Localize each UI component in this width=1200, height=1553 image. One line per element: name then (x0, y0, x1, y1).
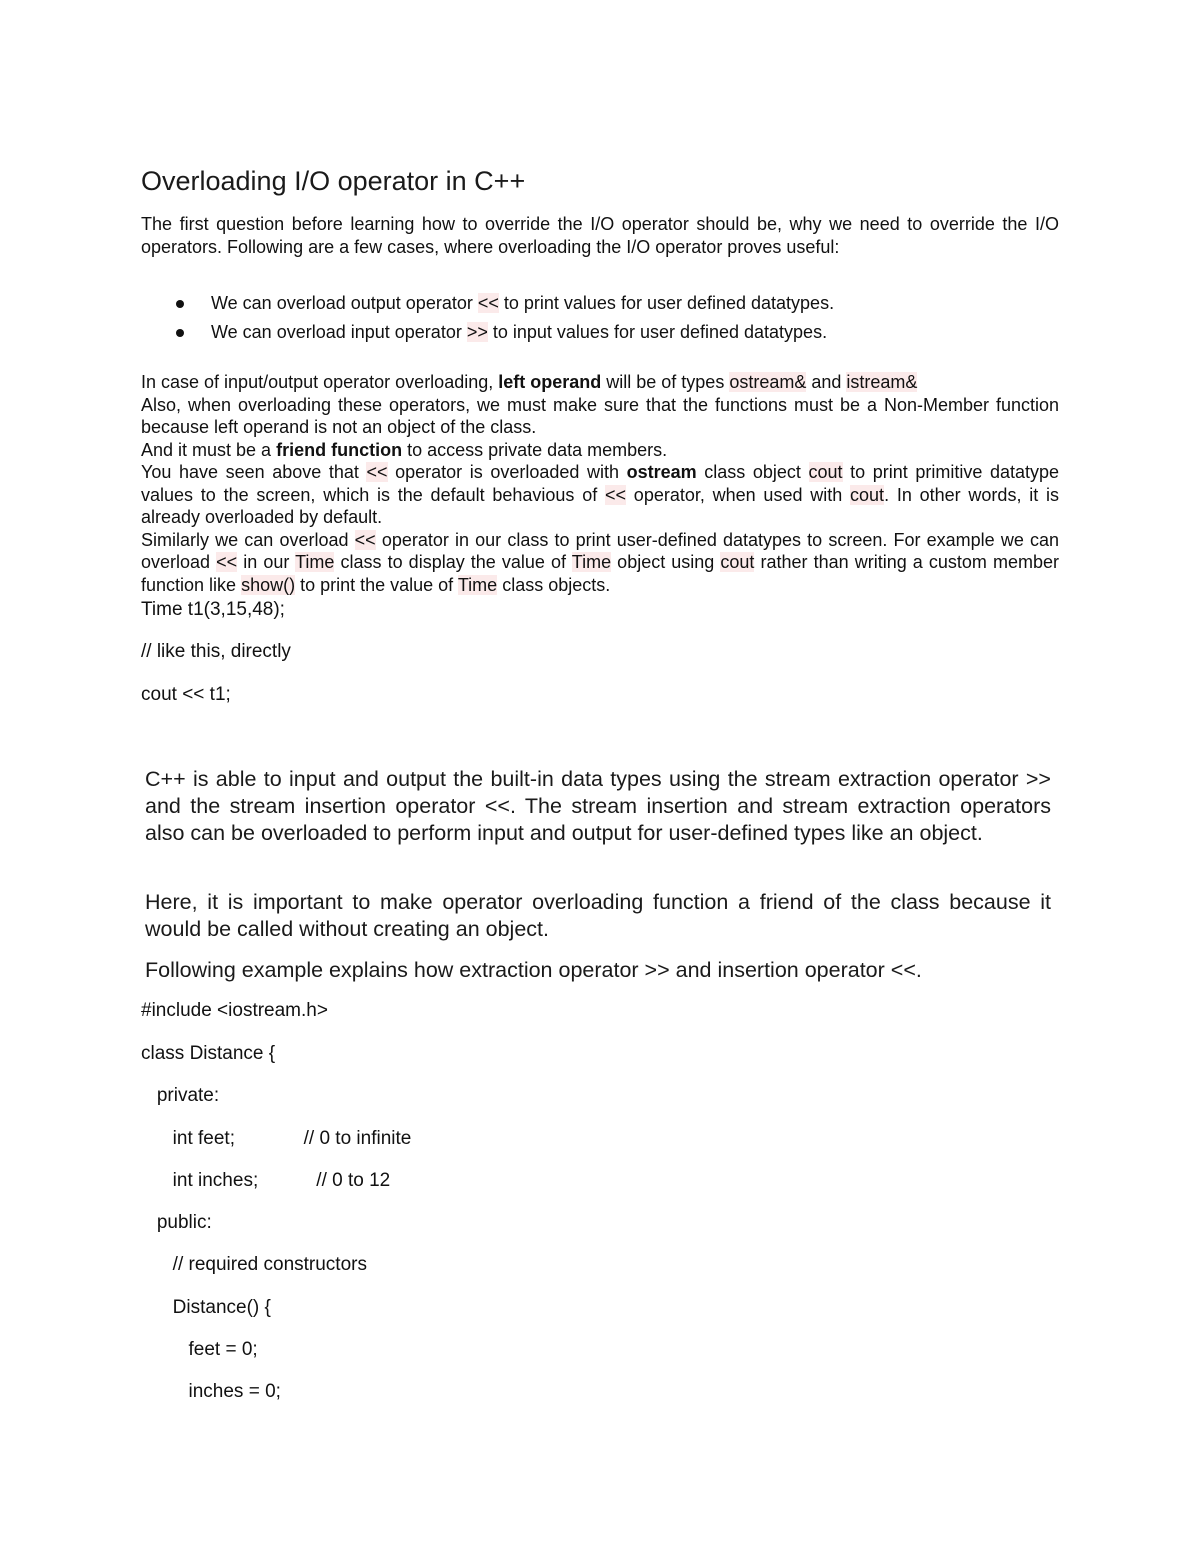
detail-line-4: You have seen above that << operator is overloaded with ostream class object cout to print primitive datatype values to the screen, which is the default behavious of << operator, when used with cout. In other words, it is already overloaded by default. (141, 462, 1060, 527)
bullet-text: We can overload input operator (211, 322, 467, 342)
details-paragraph (141, 371, 1059, 596)
code-line: int feet; // 0 to infinite (141, 1128, 412, 1149)
bullet-icon (176, 300, 184, 308)
bullet-text: We can overload output operator (211, 293, 478, 313)
detail-line-3: And it must be a friend function to access private data members. (141, 439, 668, 460)
code-line: private: (141, 1085, 220, 1106)
operator-highlight: >> (466, 322, 488, 342)
detail-line-5: Similarly we can overload << operator in our class to print user-defined datatypes to screen. For example we can overload << in our Time class to display the value of Time object using cout rather than writing a custom member function like show() to print the value of Time class objects. (141, 529, 1059, 595)
code-line: class Distance { (141, 1043, 276, 1064)
operator-highlight: << (477, 293, 499, 313)
code-line: Distance() { (141, 1297, 271, 1318)
code-line: public: (141, 1212, 212, 1233)
bullet-text: to input values for user defined datatypes. (487, 322, 828, 342)
code-line: // required constructors (141, 1254, 367, 1275)
page-title: Overloading I/O operator in C++ (141, 166, 526, 196)
code-line: inches = 0; (141, 1381, 281, 1402)
explanation-paragraph: Here, it is important to make operator overloading function a friend of the class because it would be called without creating an object. (145, 890, 1051, 941)
code-line: Time t1(3,15,48); (141, 599, 285, 620)
list-item (141, 292, 1059, 321)
code-line: // like this, directly (141, 641, 291, 662)
explanation-paragraph: Following example explains how extraction operator >> and insertion operator <<. (145, 958, 922, 982)
bullet-list (141, 292, 1059, 350)
code-line: cout << t1; (141, 684, 231, 705)
bullet-text: to print values for user defined datatypes. (498, 293, 835, 313)
code-line: int inches; // 0 to 12 (141, 1170, 391, 1191)
code-line: feet = 0; (141, 1339, 258, 1360)
code-line: #include <iostream.h> (141, 1000, 328, 1021)
list-item (141, 321, 1059, 350)
intro-paragraph: The first question before learning how to override the I/O operator should be, why we need to override the I/O operators. Following are a few cases, where overloading the I/O operator proves useful: (141, 214, 1059, 257)
bullet-icon (176, 329, 184, 337)
detail-line-2: Also, when overloading these operators, we must make sure that the functions must be a Non-Member function because left operand is not an object of the class. (141, 394, 1059, 437)
detail-line-1: In case of input/output operator overloading, left operand will be of types ostream& and istream& (141, 372, 918, 392)
explanation-paragraph: C++ is able to input and output the built-in data types using the stream extraction operator >> and the stream insertion operator <<. The stream insertion and stream extraction operators also can be overloaded to perform input and output for user-defined types like an object. (145, 767, 1051, 845)
